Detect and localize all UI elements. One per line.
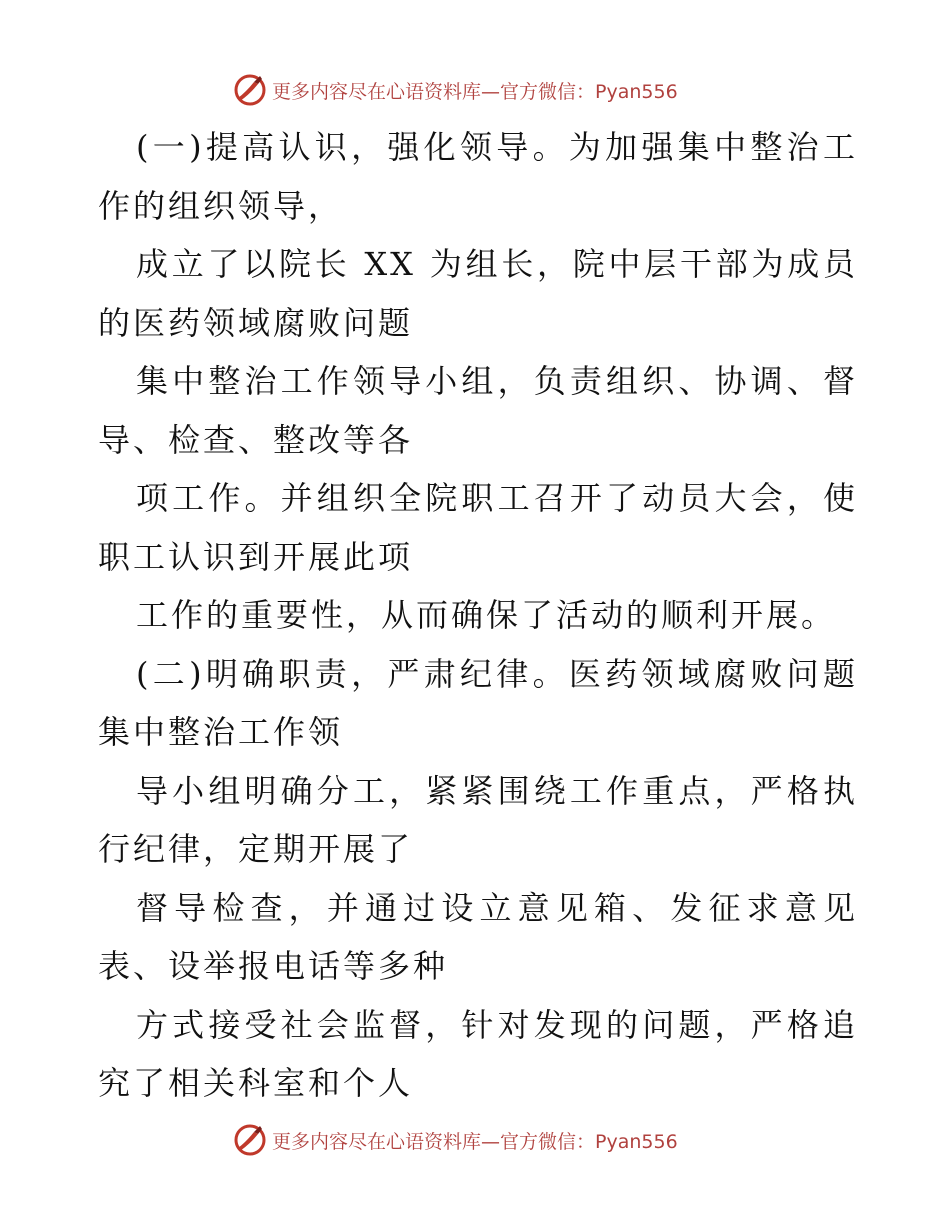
header-banner — [232, 70, 752, 110]
document-body — [98, 118, 858, 1113]
pen-circle-logo-icon — [232, 72, 268, 108]
paragraph-5: 工作的重要性，从而确保了活动的顺利开展。 — [136, 596, 837, 634]
paragraph-9: 方式接受社会监督，针对发现的问题，严格追究了相关科室和个人 — [98, 1005, 858, 1102]
paragraph-2: 成立了以院长 XX 为组长，院中层干部为成员的医药领域腐败问题 — [98, 245, 858, 342]
pen-circle-logo-icon — [232, 1122, 268, 1158]
paragraph-7: 导小组明确分工，紧紧围绕工作重点，严格执行纪律，定期开展了 — [98, 771, 858, 868]
paragraph-8: 督导检查，并通过设立意见箱、发征求意见表、设举报电话等多种 — [98, 888, 858, 985]
header-banner-text: 更多内容尽在心语资料库—官方微信：Pyan556 — [272, 80, 678, 103]
paragraph-3: 集中整治工作领导小组，负责组织、协调、督导、检查、整改等各 — [98, 362, 858, 459]
footer-banner — [232, 1120, 752, 1160]
paragraph-1: (一)提高认识，强化领导。为加强集中整治工作的组织领导， — [98, 128, 858, 225]
paragraph-6: (二)明确职责，严肃纪律。医药领域腐败问题集中整治工作领 — [98, 654, 858, 751]
footer-banner-text: 更多内容尽在心语资料库—官方微信：Pyan556 — [272, 1130, 678, 1153]
paragraph-4: 项工作。并组织全院职工召开了动员大会，使职工认识到开展此项 — [98, 479, 858, 576]
